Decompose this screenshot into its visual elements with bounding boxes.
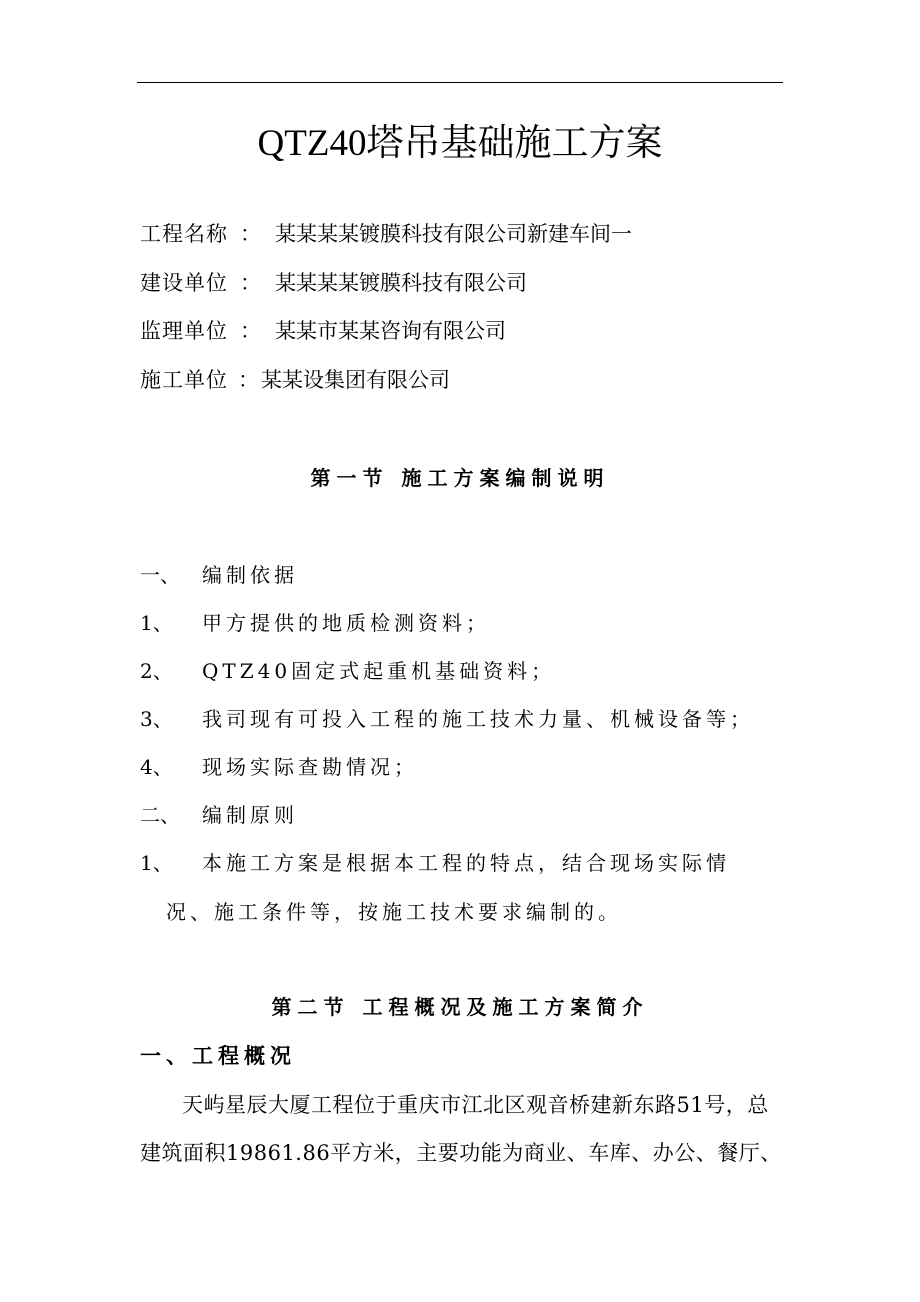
info-label: 施工单位 — [140, 368, 228, 392]
info-label: 建设单位 — [140, 271, 228, 295]
info-separator: ： — [238, 368, 259, 392]
list-item — [140, 655, 555, 684]
info-project-name — [140, 218, 632, 248]
list-text: QTZ40固定式起重机基础资料； — [202, 659, 556, 683]
info-value: 某某某某镀膜科技有限公司 — [275, 271, 527, 295]
list-number: 3、 — [140, 707, 173, 731]
info-supervisor — [140, 315, 506, 345]
list-number: 4、 — [140, 755, 173, 779]
info-separator: ： — [240, 222, 261, 246]
list-number: 一、 — [140, 563, 180, 587]
list-number: 1、 — [140, 851, 173, 875]
info-owner — [140, 267, 527, 297]
info-value: 某某设集团有限公司 — [261, 368, 450, 392]
overview-line-2: 建筑面积19861.86平方米，主要功能为商业、车库、办公、餐厅、 — [140, 1141, 782, 1165]
info-value: 某某某某镀膜科技有限公司新建车间一 — [275, 222, 632, 246]
principle-item-line-1 — [140, 847, 730, 876]
list-text: 我司现有可投入工程的施工技术力量、机械设备等； — [202, 707, 754, 731]
section-1-heading: 第一节 施工方案编制说明 — [310, 466, 610, 490]
list-text: 本施工方案是根据本工程的特点，结合现场实际情 — [202, 851, 730, 875]
document-title: QTZ40塔吊基础施工方案 — [257, 123, 663, 164]
list-number: 1、 — [140, 611, 173, 635]
list-number: 2、 — [140, 659, 173, 683]
list-number: 二、 — [140, 803, 180, 827]
section-2-heading: 第二节 工程概况及施工方案简介 — [271, 995, 649, 1019]
info-separator: ： — [240, 319, 261, 343]
info-label: 工程名称 — [140, 222, 228, 246]
list-text: 编制原则 — [202, 803, 298, 827]
info-label: 监理单位 — [140, 319, 228, 343]
basis-heading — [140, 559, 298, 588]
header-rule — [137, 82, 783, 83]
list-item — [140, 751, 418, 780]
list-text: 现场实际查勘情况； — [202, 755, 418, 779]
info-contractor — [140, 364, 450, 394]
info-value: 某某市某某咨询有限公司 — [275, 319, 506, 343]
list-text: 甲方提供的地质检测资料； — [202, 611, 490, 635]
overview-line-1: 天屿星辰大厦工程位于重庆市江北区观音桥建新东路51号，总 — [182, 1093, 769, 1117]
list-item — [140, 703, 754, 732]
info-separator: ： — [240, 271, 261, 295]
overview-heading: 一、工程概况 — [140, 1044, 296, 1068]
list-item — [140, 607, 490, 636]
principle-item-line-2: 况、施工条件等，按施工技术要求编制的。 — [166, 900, 622, 924]
list-text: 编制依据 — [202, 563, 298, 587]
principle-heading — [140, 799, 298, 828]
